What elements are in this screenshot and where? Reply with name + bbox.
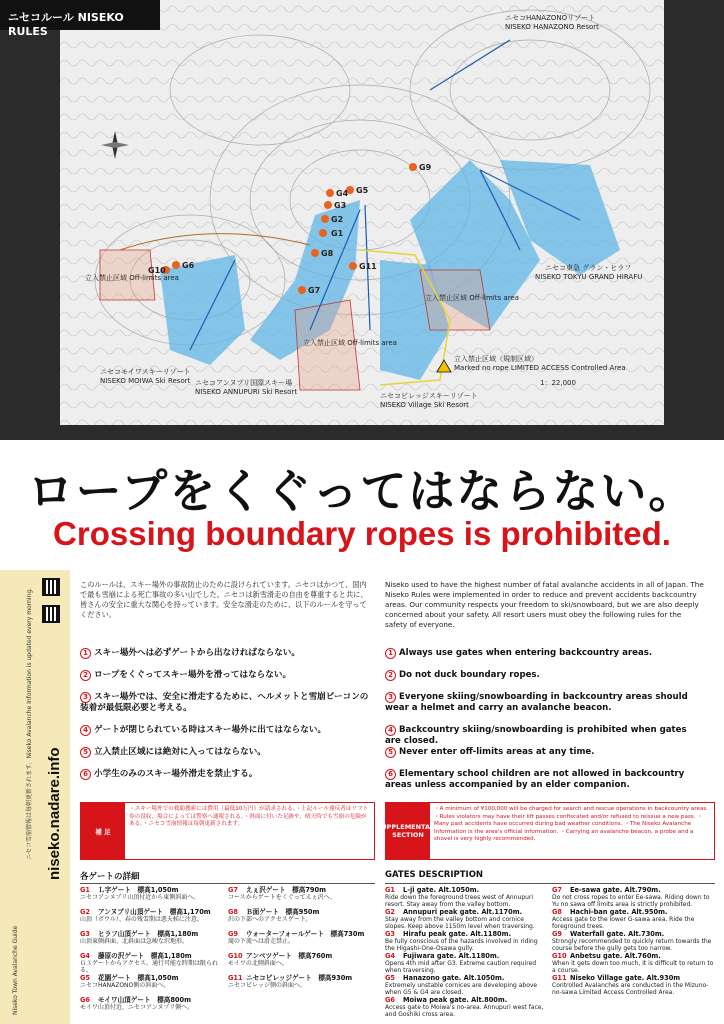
resort-label-annupuri-en: NISEKO ANNUPURI Ski Resort: [195, 388, 298, 396]
gate-id: G2: [80, 908, 91, 916]
gate-id: G10: [552, 952, 567, 960]
gate-id: G10: [228, 952, 243, 960]
gate-jp-g7: [228, 887, 375, 901]
gate-name: Ｌ字ゲート 標高1,050m: [98, 886, 179, 894]
supplement-jp: [80, 802, 375, 860]
gate-desc: モイワの北側斜面へ。: [228, 960, 288, 968]
rule-text: スキー場外では、安全に滑走するために、ヘルメットと雪崩ビーコンの装着が最低限必要と考える。: [80, 692, 369, 713]
gate-desc: 山頂（ボウル）、春の残雪期は悪天候に注意。: [80, 916, 203, 924]
gate-id: G7: [552, 886, 563, 894]
rule-number-icon: 6: [385, 769, 396, 780]
resort-label-annupuri-jp: ニセコアンヌプリ国際スキー場: [195, 379, 293, 387]
limited-access-label-jp: 立入禁止区域（規制区域）: [454, 355, 538, 363]
gate-marker-g8: [311, 249, 319, 257]
gate-id: G11: [228, 974, 243, 982]
resort-label-village-jp: ニセコビレッジスキーリゾート: [380, 392, 478, 400]
rule-text: 立入禁止区域には絶対に入ってはならない。: [94, 747, 266, 757]
rule-number-icon: 6: [80, 769, 91, 780]
gate-en-g2: [385, 909, 545, 931]
rule-number-icon: 1: [80, 648, 91, 659]
offlimit-label: 立入禁止区域 Off-limits area: [303, 339, 397, 347]
gate-name: えぇ沢ゲート 標高790m: [246, 886, 326, 894]
intro-jp: このルールは、スキー場外の事故防止のために設けられています。ニセコはかつて、国内で最も雪崩による死亡事故の多い山でした。ニセコは新雪滑走の自由を尊重すると共に、皆さんの安全に重大な関心を持っています。安全な滑走のために、以下のルールを守ってください。: [80, 580, 368, 619]
gate-name: Ｂ面ゲート 標高950m: [246, 908, 320, 916]
rule-number-icon: 2: [385, 670, 396, 681]
gate-desc: Ｇ３ゲートからアクセス。通行可能な時期は限られる。: [80, 960, 219, 975]
divider: [385, 883, 715, 884]
rule-text: Elementary school children are not allowed in backcountry areas unless accompanied by an elder companion.: [385, 769, 685, 790]
rule-text: Always use gates when entering backcountry areas.: [399, 648, 653, 658]
gates-title-jp: 各ゲートの詳細: [80, 872, 140, 882]
gate-desc: Controlled Avalanches are conducted in the Mizuno-no-sawa Limited Access Controlled Area.: [552, 982, 709, 997]
supplement-tag: 補 足: [81, 803, 125, 859]
map-graphic: [60, 0, 664, 425]
gate-name: Fujiwara gate. Alt.1180m.: [403, 952, 500, 960]
gate-jp-g2: [80, 909, 220, 923]
divider: [80, 883, 375, 884]
gate-id: G6: [385, 996, 396, 1004]
gate-label: G5: [356, 186, 369, 195]
gate-name: Hachi-ban gate. Alt.950m.: [570, 908, 668, 916]
gate-name: Hanazono gate. Alt.1050m.: [403, 974, 505, 982]
rule-text: 小学生のみのスキー場外滑走を禁止する。: [94, 769, 258, 779]
gate-id: G8: [228, 908, 239, 916]
resort-label-hanazono-jp: ニセコHANAZONOリゾート: [505, 14, 596, 22]
rule-text: スキー場外へは必ずゲートから出なければならない。: [94, 648, 300, 658]
gate-name: Ee-sawa gate. Alt.790m.: [570, 886, 661, 894]
gate-en-g9: [552, 931, 717, 953]
resort-label-village-en: NISEKO Village Ski Resort: [380, 401, 469, 409]
gate-label: G8: [321, 249, 334, 258]
gate-desc: When it gets down too much, it is difficult to return to a course.: [552, 960, 714, 975]
gate-marker-g2: [321, 215, 329, 223]
rule-number-icon: 3: [80, 692, 91, 703]
gate-id: G4: [385, 952, 396, 960]
gate-jp-g5: [80, 975, 220, 989]
rule-number-icon: 4: [80, 725, 91, 736]
rule-jp-6: [80, 769, 370, 780]
gate-desc: Extremely unstable cornices are developing above when G5 & G4 are closed.: [385, 982, 538, 997]
gate-en-g6: [385, 997, 545, 1019]
gate-marker-g6: [172, 261, 180, 269]
resort-label-hirafu-jp: ニセコ東急 グラン・ヒラフ: [545, 264, 632, 272]
gate-en-g3: [385, 931, 545, 953]
gate-label: G11: [359, 262, 377, 271]
gate-id: G3: [80, 930, 91, 938]
resort-label-hirafu-en: NISEKO TOKYU GRAND HIRAFU: [535, 273, 643, 281]
gate-name: ウォーターフォールゲート 標高730m: [246, 930, 365, 938]
gate-label: G7: [308, 286, 321, 295]
gate-id: G5: [80, 974, 91, 982]
gate-name: モイワ山頂ゲート 標高800m: [98, 996, 191, 1004]
gate-en-g10: [552, 953, 717, 975]
rule-number-icon: 2: [80, 670, 91, 681]
gate-desc: ニセコHANAZONO側の斜面へ。: [80, 982, 170, 990]
gate-id: G6: [80, 996, 91, 1004]
gate-id: G9: [228, 930, 239, 938]
strip-url[interactable]: niseko.nadare.info: [46, 747, 63, 880]
gate-label: G2: [331, 215, 344, 224]
gate-marker-g1: [319, 229, 327, 237]
gates-title-en: GATES DESCRIPTION: [385, 870, 484, 880]
rule-en-1: [385, 648, 705, 659]
gate-id: G1: [385, 886, 396, 894]
offlimit-label: 立入禁止区域 Off-limits area: [85, 274, 179, 282]
gate-name: ニセコビレッジゲート 標高930m: [246, 974, 353, 982]
gate-en-g11: [552, 975, 717, 997]
gate-en-g8: [552, 909, 717, 931]
gate-desc: Do not cross ropes to enter Ee-sawa. Riding down to Yu no sawa off limits area is strictly prohibited.: [552, 894, 710, 909]
supplement-text: ・スキー場外での救助捜索には費用（最低10万円）が請求される。・上記ルール違反者はリフト券の没収、場合によっては警察へ通報される。・斜面に付いた足跡や、晴天時でも雪崩の危険がある。・ニセコ雪崩情報は毎朝更新されます。: [129, 806, 369, 828]
headline-jp: ロープをくぐってはならない。: [27, 464, 697, 518]
gate-name: 花園ゲート 標高1,050m: [98, 974, 179, 982]
resort-label-hanazono-en: NISEKO HANAZONO Resort: [505, 23, 599, 31]
strip-subtitle: Niseko Town Avalanche Guide: [12, 925, 19, 1015]
gate-id: G9: [552, 930, 563, 938]
gate-desc: Be fully conscious of the hazards involved in riding the Higashi-One-Osawa gully.: [385, 938, 538, 953]
rule-jp-5: [80, 747, 370, 758]
supplement-en: [376, 802, 715, 860]
gate-desc: ニセコビレッジ側の斜面へ。: [228, 982, 306, 990]
rule-en-2: [385, 670, 705, 681]
gate-name: アンベツゲート 標高760m: [246, 952, 333, 960]
rule-en-5: [385, 747, 705, 758]
gate-id: G2: [385, 908, 396, 916]
gate-jp-g4: [80, 953, 220, 975]
gate-name: Anbetsu gate. Alt.760m.: [570, 952, 661, 960]
gate-jp-g3: [80, 931, 220, 945]
gate-name: Hirafu peak gate. Alt.1180m.: [403, 930, 512, 938]
gate-label: G10: [148, 266, 166, 275]
rule-en-3: [385, 692, 705, 714]
rule-en-4: [385, 725, 705, 747]
rule-text: Everyone skiing/snowboarding in backcountry areas should wear a helmet and carry an avalanche beacon.: [385, 692, 688, 713]
gate-id: G8: [552, 908, 563, 916]
gate-desc: Access gate to Moiwa's no-area. Annupuri west face, and Goshiki cross area.: [385, 1004, 544, 1019]
gate-marker-g7: [298, 286, 306, 294]
gate-desc: Stay away from the valley bottom and cornice slopes. Keep above 1150m level when traversing.: [385, 916, 535, 931]
gate-id: G1: [80, 886, 91, 894]
rule-number-icon: 4: [385, 725, 396, 736]
gate-name: ヒラフ山頂ゲート 標高1,180m: [98, 930, 199, 938]
gate-marker-g9: [409, 163, 417, 171]
gate-en-g1: [385, 887, 545, 909]
gate-name: Moiwa peak gate. Alt.800m.: [403, 996, 508, 1004]
rule-jp-2: [80, 670, 370, 681]
gate-name: Annupuri peak gate. Alt.1170m.: [403, 908, 523, 916]
header-label: ニセコルール NISEKO RULES: [0, 0, 160, 30]
intro-en: Niseko used to have the highest number of fatal avalanche accidents in all of Japan. The Niseko Rules were implemented in order to reduce and prevent accidents backcountry areas. Our community respects your freedom to ski/snowboard, but we are also deeply concerned about your safety. All resort users must obey the following rules for the safety of everyone.: [385, 580, 704, 629]
gate-id: G4: [80, 952, 91, 960]
gate-jp-g8: [228, 909, 375, 923]
gate-desc: Strongly recommended to quickly return towards the course before the gully gets too narrow.: [552, 938, 712, 953]
gate-label: G6: [182, 261, 195, 270]
rule-text: ロープをくぐってスキー場外を滑ってはならない。: [94, 670, 292, 680]
rule-number-icon: 5: [80, 747, 91, 758]
gate-id: G3: [385, 930, 396, 938]
offlimit-label: 立入禁止区域 Off-limits area: [425, 294, 519, 302]
gate-id: G5: [385, 974, 396, 982]
trail-map: [60, 0, 664, 425]
rule-jp-1: [80, 648, 370, 659]
headline-en: Crossing boundary ropes is prohibited.: [53, 515, 671, 552]
gate-id: G11: [552, 974, 567, 982]
rule-number-icon: 1: [385, 648, 396, 659]
rule-number-icon: 5: [385, 747, 396, 758]
gate-id: G7: [228, 886, 239, 894]
gate-desc: 山頂東側斜面、北斜面は急峻な沢地形。: [80, 938, 189, 946]
qr-code-icon[interactable]: [42, 578, 60, 596]
gate-desc: ニセコアンヌプリ山頂付近から東側斜面へ。: [80, 894, 200, 902]
supplement-text: ・A minimum of ¥100,000 will be charged for search and rescue operations in backcountry areas. ・Rules violators may have their lift passes confiscated and/or refused to reissue a new pass. ・Many past accidents have occurred during bad weather conditions. ・The Niseko Avalanche Information is the area's official information. ・Carrying an avalanche beacon, a probe and a shovel is very highly recommended.: [434, 806, 709, 843]
gate-jp-g6: [80, 997, 220, 1011]
gate-en-g7: [552, 887, 717, 909]
gate-desc: モイワ山頂付近、ニセコアンヌプリ側へ。: [80, 1004, 194, 1012]
gate-jp-g10: [228, 953, 375, 967]
content-area: [80, 580, 720, 1020]
gate-desc: 滝の下流へは滑走禁止。: [228, 938, 295, 946]
strip-note: ニセコ雪崩情報は毎朝更新されます。Niseko Avalanche Information is updated every morning.: [26, 587, 33, 860]
gate-desc: 沢の下部へのアクセスゲート。: [228, 916, 312, 924]
gate-name: Waterfall gate. Alt.730m.: [570, 930, 665, 938]
rule-number-icon: 3: [385, 692, 396, 703]
rule-text: Backcountry skiing/snowboarding is prohibited when gates are closed.: [385, 725, 687, 746]
gate-name: L-ji gate. Alt.1050m.: [403, 886, 480, 894]
gate-desc: Opens 4th mid after G3. Extreme caution required when traversing.: [385, 960, 537, 975]
gate-desc: Access gate to the lower G-sawa area. Ride the foreground trees.: [552, 916, 695, 931]
resort-label-moiwa-jp: ニセコモイワスキーリゾート: [100, 368, 191, 376]
gate-desc: Ride down the foreground trees west of Annupuri resort. Stay away from the valley bottom.: [385, 894, 534, 909]
gate-marker-g3: [324, 201, 332, 209]
gate-en-g5: [385, 975, 545, 997]
gate-label: G1: [331, 229, 344, 238]
gate-jp-g1: [80, 887, 220, 901]
gate-label: G4: [336, 189, 349, 198]
rule-text: ゲートが閉じられている時はスキー場外に出てはならない。: [94, 725, 327, 735]
rule-text: Do not duck boundary ropes.: [399, 670, 540, 680]
gate-jp-g11: [228, 975, 375, 989]
gate-desc: コースからゲートをくぐってえぇ沢へ。: [228, 894, 336, 902]
rule-jp-4: [80, 725, 370, 736]
gate-en-g4: [385, 953, 545, 975]
resort-label-moiwa-en: NISEKO MOIWA Ski Resort: [100, 377, 191, 385]
gate-name: 藤原の沢ゲート 標高1,180m: [98, 952, 192, 960]
scale-label: 1：22,000: [540, 379, 576, 387]
gate-jp-g9: [228, 931, 375, 945]
limited-access-label: Marked no rope LIMITED ACCESS Controlled Area: [454, 364, 626, 372]
gate-name: Niseko Village gate. Alt.930m: [570, 974, 681, 982]
gate-marker-g4: [326, 189, 334, 197]
rule-jp-3: [80, 692, 370, 714]
qr-code-icon[interactable]: [42, 605, 60, 623]
supplement-tag: SUPPLEMENTARY SECTION: [386, 803, 430, 859]
rule-en-6: [385, 769, 705, 791]
gate-label: G9: [419, 163, 432, 172]
rule-text: Never enter off-limits areas at any time.: [399, 747, 595, 757]
gate-name: アンヌプリ山頂ゲート 標高1,170m: [98, 908, 211, 916]
gate-label: G3: [334, 201, 347, 210]
gate-marker-g11: [349, 262, 357, 270]
